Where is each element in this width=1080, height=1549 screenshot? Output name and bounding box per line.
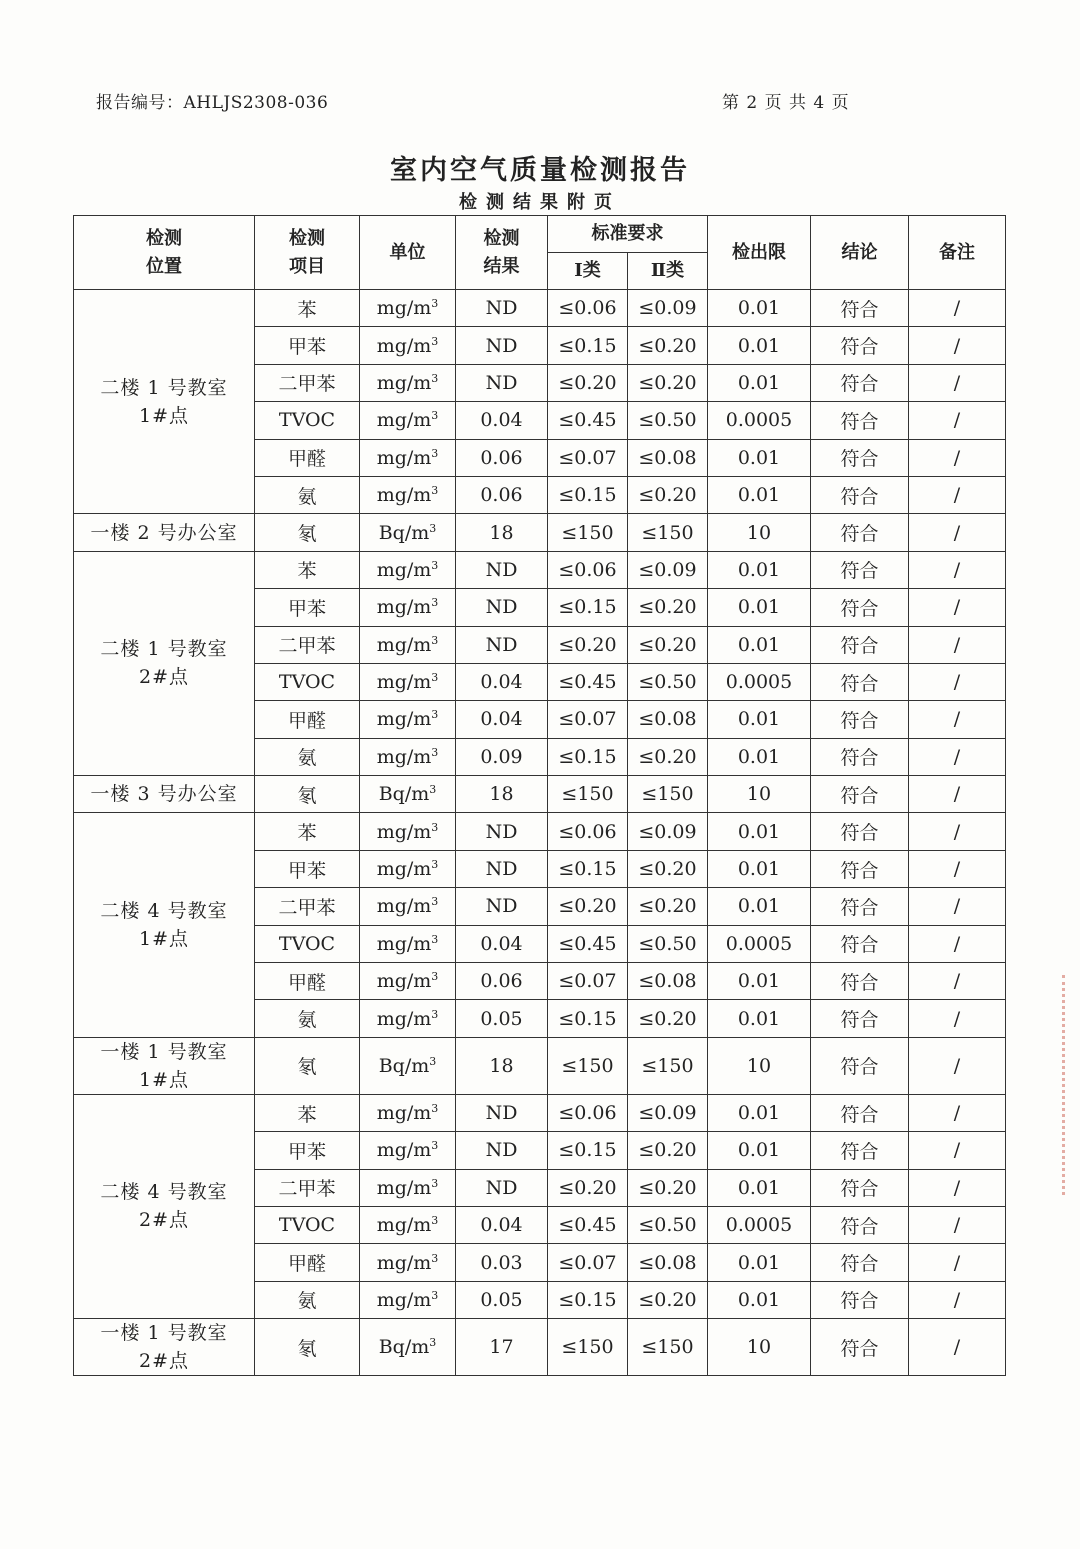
class1-cell: ≤0.07 <box>548 701 628 738</box>
conclusion-cell: 符合 <box>811 776 909 813</box>
remark-cell: / <box>909 963 1006 1000</box>
item-cell: 苯 <box>255 290 360 327</box>
class1-cell: ≤0.20 <box>548 1169 628 1206</box>
limit-cell: 10 <box>708 514 811 551</box>
limit-cell: 0.01 <box>708 1132 811 1169</box>
limit-cell: 0.01 <box>708 1000 811 1037</box>
class2-cell: ≤150 <box>628 776 708 813</box>
result-cell: ND <box>456 327 548 364</box>
result-cell: 18 <box>456 514 548 551</box>
results-body <box>74 290 1006 1376</box>
col-item: 检测 项目 <box>255 216 360 290</box>
class1-cell: ≤0.15 <box>548 1132 628 1169</box>
unit-cell: $mg/m^3$ <box>360 925 456 962</box>
col-result: 检测 结果 <box>456 216 548 290</box>
conclusion-cell: 符合 <box>811 1037 909 1094</box>
class1-cell: ≤0.45 <box>548 925 628 962</box>
result-cell: ND <box>456 850 548 887</box>
remark-cell: / <box>909 551 1006 588</box>
limit-cell: 0.01 <box>708 327 811 364</box>
class2-cell: ≤0.08 <box>628 1244 708 1281</box>
result-cell: 0.06 <box>456 963 548 1000</box>
conclusion-cell: 符合 <box>811 1244 909 1281</box>
class1-cell: ≤0.06 <box>548 290 628 327</box>
limit-cell: 0.01 <box>708 813 811 850</box>
conclusion-cell: 符合 <box>811 738 909 775</box>
class2-cell: ≤150 <box>628 1319 708 1376</box>
class2-cell: ≤0.20 <box>628 1000 708 1037</box>
unit-cell: $mg/m^3$ <box>360 813 456 850</box>
item-cell: 二甲苯 <box>255 888 360 925</box>
unit-cell: $mg/m^3$ <box>360 327 456 364</box>
limit-cell: 0.01 <box>708 1244 811 1281</box>
remark-cell: / <box>909 738 1006 775</box>
location-cell: 一楼 3 号办公室 <box>74 776 255 813</box>
unit-cell: $mg/m^3$ <box>360 439 456 476</box>
item-cell: TVOC <box>255 402 360 439</box>
result-cell: 17 <box>456 1319 548 1376</box>
class1-cell: ≤0.15 <box>548 850 628 887</box>
unit-cell: $mg/m^3$ <box>360 663 456 700</box>
class2-cell: ≤0.08 <box>628 701 708 738</box>
item-cell: 甲苯 <box>255 1132 360 1169</box>
remark-cell: / <box>909 439 1006 476</box>
conclusion-cell: 符合 <box>811 626 909 663</box>
item-cell: 氡 <box>255 1037 360 1094</box>
item-cell: 甲苯 <box>255 589 360 626</box>
class1-cell: ≤0.06 <box>548 1094 628 1131</box>
table-row <box>74 514 1006 551</box>
table-row <box>74 776 1006 813</box>
location-cell: 一楼 1 号教室 2#点 <box>74 1319 255 1376</box>
result-cell: 0.04 <box>456 1206 548 1243</box>
unit-cell: $mg/m^3$ <box>360 850 456 887</box>
class2-cell: ≤0.50 <box>628 1206 708 1243</box>
item-cell: 二甲苯 <box>255 626 360 663</box>
limit-cell: 0.01 <box>708 850 811 887</box>
item-cell: 苯 <box>255 1094 360 1131</box>
conclusion-cell: 符合 <box>811 1281 909 1318</box>
class2-cell: ≤150 <box>628 514 708 551</box>
conclusion-cell: 符合 <box>811 1000 909 1037</box>
remark-cell: / <box>909 1281 1006 1318</box>
remark-cell: / <box>909 514 1006 551</box>
remark-cell: / <box>909 1094 1006 1131</box>
result-cell: ND <box>456 1094 548 1131</box>
col-class2: Ⅱ类 <box>628 253 708 290</box>
unit-cell: $mg/m^3$ <box>360 1094 456 1131</box>
remark-cell: / <box>909 1244 1006 1281</box>
item-cell: 二甲苯 <box>255 1169 360 1206</box>
item-cell: 氡 <box>255 776 360 813</box>
class1-cell: ≤0.06 <box>548 551 628 588</box>
item-cell: 氨 <box>255 476 360 513</box>
unit-cell: $mg/m^3$ <box>360 476 456 513</box>
conclusion-cell: 符合 <box>811 290 909 327</box>
class1-cell: ≤150 <box>548 514 628 551</box>
result-cell: ND <box>456 551 548 588</box>
conclusion-cell: 符合 <box>811 439 909 476</box>
result-cell: ND <box>456 1132 548 1169</box>
remark-cell: / <box>909 925 1006 962</box>
results-table <box>73 215 1006 1376</box>
result-cell: 0.04 <box>456 701 548 738</box>
conclusion-cell: 符合 <box>811 701 909 738</box>
item-cell: 氡 <box>255 514 360 551</box>
unit-cell: $mg/m^3$ <box>360 1244 456 1281</box>
class2-cell: ≤0.20 <box>628 327 708 364</box>
col-standard: 标准要求 <box>548 216 708 253</box>
unit-cell: $mg/m^3$ <box>360 551 456 588</box>
item-cell: TVOC <box>255 925 360 962</box>
class1-cell: ≤0.15 <box>548 476 628 513</box>
remark-cell: / <box>909 850 1006 887</box>
conclusion-cell: 符合 <box>811 925 909 962</box>
class2-cell: ≤0.50 <box>628 925 708 962</box>
table-row <box>74 290 1006 327</box>
remark-cell: / <box>909 589 1006 626</box>
class2-cell: ≤0.50 <box>628 402 708 439</box>
remark-cell: / <box>909 1319 1006 1376</box>
unit-cell: $mg/m^3$ <box>360 1000 456 1037</box>
conclusion-cell: 符合 <box>811 1094 909 1131</box>
class2-cell: ≤0.09 <box>628 813 708 850</box>
result-cell: 18 <box>456 1037 548 1094</box>
class1-cell: ≤0.20 <box>548 888 628 925</box>
class1-cell: ≤0.15 <box>548 327 628 364</box>
result-cell: ND <box>456 364 548 401</box>
class1-cell: ≤0.07 <box>548 1244 628 1281</box>
class1-cell: ≤0.15 <box>548 589 628 626</box>
limit-cell: 0.01 <box>708 738 811 775</box>
class1-cell: ≤150 <box>548 1319 628 1376</box>
conclusion-cell: 符合 <box>811 327 909 364</box>
unit-cell: $mg/m^3$ <box>360 738 456 775</box>
class2-cell: ≤0.09 <box>628 1094 708 1131</box>
unit-cell: $mg/m^3$ <box>360 402 456 439</box>
limit-cell: 10 <box>708 1319 811 1376</box>
class1-cell: ≤0.06 <box>548 813 628 850</box>
result-cell: ND <box>456 1169 548 1206</box>
result-cell: 0.05 <box>456 1281 548 1318</box>
remark-cell: / <box>909 888 1006 925</box>
item-cell: TVOC <box>255 663 360 700</box>
conclusion-cell: 符合 <box>811 1319 909 1376</box>
class1-cell: ≤0.20 <box>548 626 628 663</box>
location-cell: 二楼 1 号教室 2#点 <box>74 551 255 775</box>
col-location: 检测 位置 <box>74 216 255 290</box>
result-cell: ND <box>456 813 548 850</box>
class2-cell: ≤0.20 <box>628 1132 708 1169</box>
item-cell: 氡 <box>255 1319 360 1376</box>
remark-cell: / <box>909 813 1006 850</box>
unit-cell: $mg/m^3$ <box>360 1132 456 1169</box>
location-cell: 二楼 1 号教室 1#点 <box>74 290 255 514</box>
limit-cell: 0.0005 <box>708 663 811 700</box>
remark-cell: / <box>909 1000 1006 1037</box>
remark-cell: / <box>909 663 1006 700</box>
unit-cell: $Bq/m^3$ <box>360 776 456 813</box>
col-class1: Ⅰ类 <box>548 253 628 290</box>
table-row <box>74 551 1006 588</box>
class2-cell: ≤0.20 <box>628 1169 708 1206</box>
limit-cell: 0.0005 <box>708 402 811 439</box>
class2-cell: ≤0.50 <box>628 663 708 700</box>
class2-cell: ≤0.08 <box>628 439 708 476</box>
conclusion-cell: 符合 <box>811 551 909 588</box>
result-cell: 0.09 <box>456 738 548 775</box>
class2-cell: ≤0.20 <box>628 364 708 401</box>
limit-cell: 0.01 <box>708 476 811 513</box>
class2-cell: ≤0.20 <box>628 888 708 925</box>
limit-cell: 0.01 <box>708 1281 811 1318</box>
class1-cell: ≤0.15 <box>548 1281 628 1318</box>
conclusion-cell: 符合 <box>811 888 909 925</box>
limit-cell: 0.01 <box>708 290 811 327</box>
table-row <box>74 1319 1006 1376</box>
class2-cell: ≤0.20 <box>628 738 708 775</box>
document-title: 室内空气质量检测报告 <box>390 155 690 186</box>
limit-cell: 0.0005 <box>708 1206 811 1243</box>
seal-edge <box>1062 975 1080 1195</box>
limit-cell: 0.01 <box>708 888 811 925</box>
conclusion-cell: 符合 <box>811 364 909 401</box>
conclusion-cell: 符合 <box>811 963 909 1000</box>
conclusion-cell: 符合 <box>811 1132 909 1169</box>
item-cell: 甲醛 <box>255 439 360 476</box>
item-cell: 氨 <box>255 1000 360 1037</box>
conclusion-cell: 符合 <box>811 1206 909 1243</box>
remark-cell: / <box>909 776 1006 813</box>
col-unit: 单位 <box>360 216 456 290</box>
col-conclusion: 结论 <box>811 216 909 290</box>
result-cell: 0.04 <box>456 402 548 439</box>
page-info: 第 2 页 共 4 页 <box>722 93 849 113</box>
limit-cell: 0.01 <box>708 963 811 1000</box>
class2-cell: ≤0.20 <box>628 850 708 887</box>
remark-cell: / <box>909 364 1006 401</box>
report-number: 报告编号：AHLJS2308-036 <box>96 93 329 113</box>
item-cell: TVOC <box>255 1206 360 1243</box>
conclusion-cell: 符合 <box>811 402 909 439</box>
location-cell: 一楼 2 号办公室 <box>74 514 255 551</box>
item-cell: 甲醛 <box>255 963 360 1000</box>
remark-cell: / <box>909 290 1006 327</box>
remark-cell: / <box>909 476 1006 513</box>
unit-cell: $mg/m^3$ <box>360 364 456 401</box>
result-cell: 0.04 <box>456 663 548 700</box>
unit-cell: $mg/m^3$ <box>360 589 456 626</box>
limit-cell: 0.01 <box>708 1169 811 1206</box>
col-remark: 备注 <box>909 216 1006 290</box>
remark-cell: / <box>909 1132 1006 1169</box>
class1-cell: ≤150 <box>548 776 628 813</box>
class1-cell: ≤150 <box>548 1037 628 1094</box>
unit-cell: $mg/m^3$ <box>360 888 456 925</box>
class1-cell: ≤0.15 <box>548 1000 628 1037</box>
item-cell: 甲醛 <box>255 1244 360 1281</box>
class1-cell: ≤0.07 <box>548 439 628 476</box>
result-cell: ND <box>456 589 548 626</box>
conclusion-cell: 符合 <box>811 1169 909 1206</box>
remark-cell: / <box>909 1169 1006 1206</box>
conclusion-cell: 符合 <box>811 514 909 551</box>
class2-cell: ≤0.20 <box>628 589 708 626</box>
result-cell: 0.04 <box>456 925 548 962</box>
class2-cell: ≤0.20 <box>628 1281 708 1318</box>
remark-cell: / <box>909 402 1006 439</box>
item-cell: 甲苯 <box>255 850 360 887</box>
table-row <box>74 813 1006 850</box>
conclusion-cell: 符合 <box>811 663 909 700</box>
class2-cell: ≤0.08 <box>628 963 708 1000</box>
location-cell: 一楼 1 号教室 1#点 <box>74 1037 255 1094</box>
limit-cell: 0.01 <box>708 551 811 588</box>
unit-cell: $mg/m^3$ <box>360 701 456 738</box>
table-row <box>74 1094 1006 1131</box>
remark-cell: / <box>909 701 1006 738</box>
item-cell: 氨 <box>255 1281 360 1318</box>
result-cell: ND <box>456 888 548 925</box>
result-cell: ND <box>456 626 548 663</box>
class1-cell: ≤0.45 <box>548 663 628 700</box>
limit-cell: 0.01 <box>708 439 811 476</box>
class2-cell: ≤0.20 <box>628 476 708 513</box>
limit-cell: 0.01 <box>708 701 811 738</box>
limit-cell: 0.01 <box>708 626 811 663</box>
limit-cell: 0.01 <box>708 1094 811 1131</box>
item-cell: 氨 <box>255 738 360 775</box>
limit-cell: 10 <box>708 1037 811 1094</box>
unit-cell: $mg/m^3$ <box>360 1281 456 1318</box>
unit-cell: $Bq/m^3$ <box>360 1037 456 1094</box>
unit-cell: $mg/m^3$ <box>360 963 456 1000</box>
class1-cell: ≤0.45 <box>548 402 628 439</box>
result-cell: 0.06 <box>456 439 548 476</box>
class1-cell: ≤0.15 <box>548 738 628 775</box>
result-cell: 0.03 <box>456 1244 548 1281</box>
item-cell: 苯 <box>255 551 360 588</box>
conclusion-cell: 符合 <box>811 813 909 850</box>
unit-cell: $mg/m^3$ <box>360 1169 456 1206</box>
table-row <box>74 1037 1006 1094</box>
unit-cell: $mg/m^3$ <box>360 290 456 327</box>
item-cell: 甲苯 <box>255 327 360 364</box>
class1-cell: ≤0.07 <box>548 963 628 1000</box>
unit-cell: $Bq/m^3$ <box>360 514 456 551</box>
unit-cell: $mg/m^3$ <box>360 626 456 663</box>
result-cell: 18 <box>456 776 548 813</box>
remark-cell: / <box>909 1037 1006 1094</box>
unit-cell: $Bq/m^3$ <box>360 1319 456 1376</box>
result-cell: 0.05 <box>456 1000 548 1037</box>
col-limit: 检出限 <box>708 216 811 290</box>
limit-cell: 0.01 <box>708 364 811 401</box>
limit-cell: 10 <box>708 776 811 813</box>
class1-cell: ≤0.20 <box>548 364 628 401</box>
class2-cell: ≤150 <box>628 1037 708 1094</box>
item-cell: 甲醛 <box>255 701 360 738</box>
unit-cell: $mg/m^3$ <box>360 1206 456 1243</box>
class2-cell: ≤0.09 <box>628 290 708 327</box>
conclusion-cell: 符合 <box>811 476 909 513</box>
limit-cell: 0.01 <box>708 589 811 626</box>
item-cell: 二甲苯 <box>255 364 360 401</box>
class1-cell: ≤0.45 <box>548 1206 628 1243</box>
conclusion-cell: 符合 <box>811 850 909 887</box>
class2-cell: ≤0.20 <box>628 626 708 663</box>
document-subtitle: 检测结果附页 <box>459 192 621 213</box>
remark-cell: / <box>909 327 1006 364</box>
remark-cell: / <box>909 626 1006 663</box>
result-cell: 0.06 <box>456 476 548 513</box>
limit-cell: 0.0005 <box>708 925 811 962</box>
class2-cell: ≤0.09 <box>628 551 708 588</box>
location-cell: 二楼 4 号教室 1#点 <box>74 813 255 1037</box>
item-cell: 苯 <box>255 813 360 850</box>
conclusion-cell: 符合 <box>811 589 909 626</box>
result-cell: ND <box>456 290 548 327</box>
location-cell: 二楼 4 号教室 2#点 <box>74 1094 255 1318</box>
remark-cell: / <box>909 1206 1006 1243</box>
